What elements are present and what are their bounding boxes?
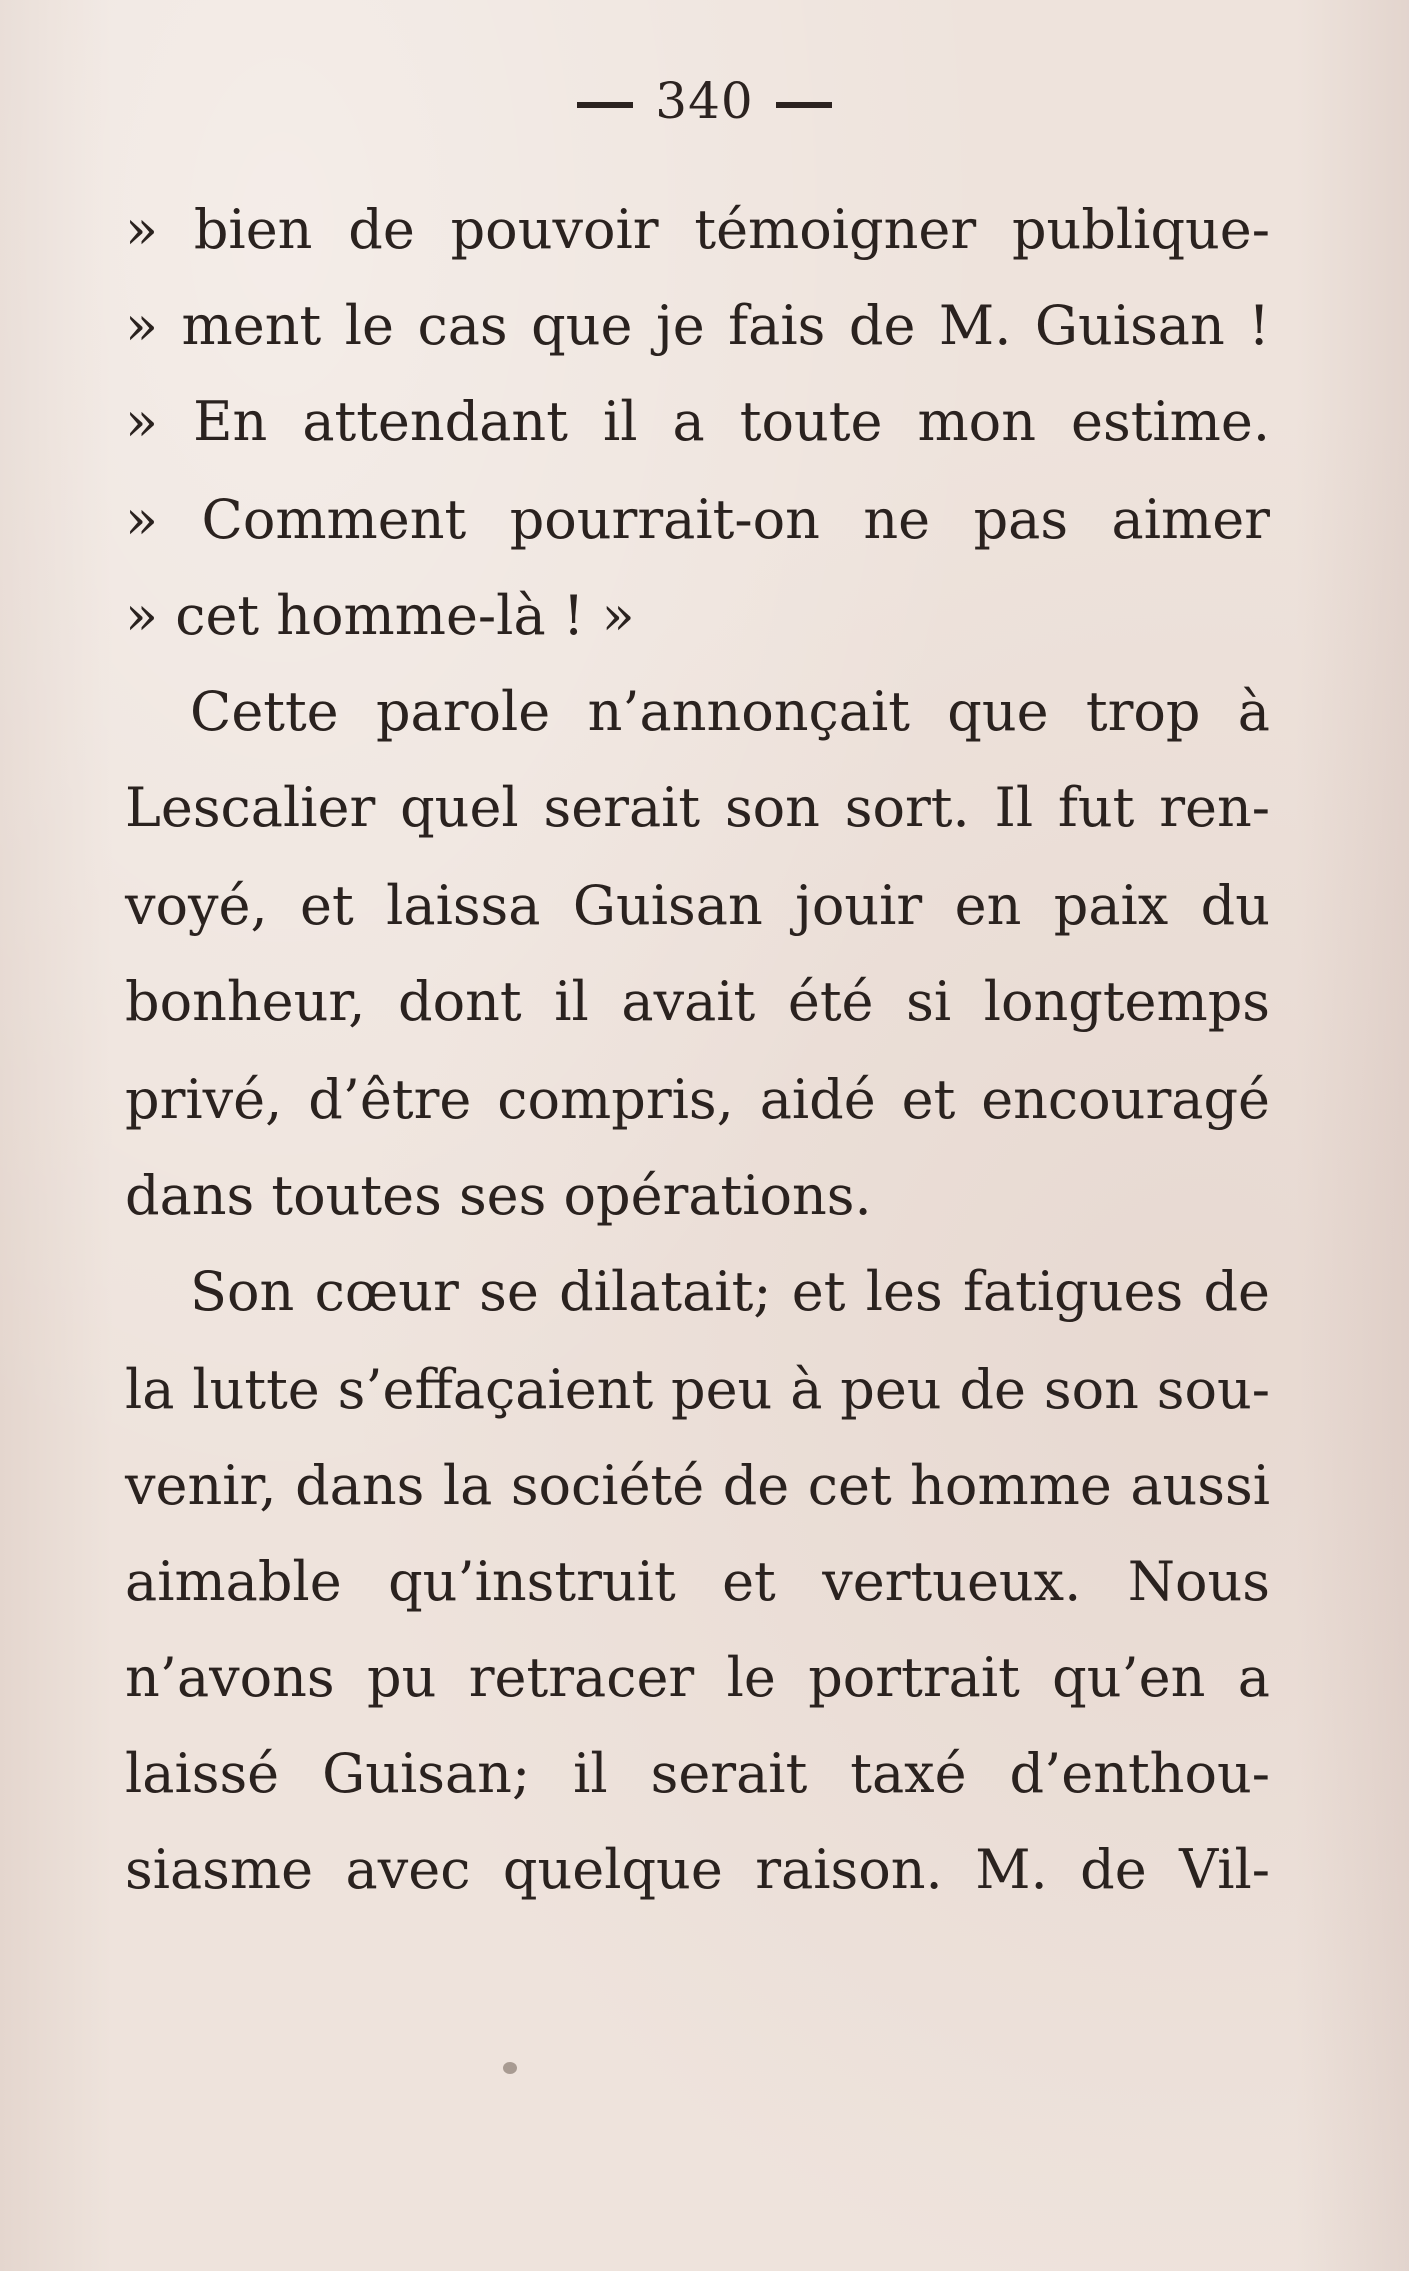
text-line: » ment le cas que je fais de M. Guisan ! (125, 294, 1270, 357)
page-number (0, 72, 1409, 130)
text-line: venir, dans la société de cet homme aussi (125, 1454, 1270, 1517)
text-line: » bien de pouvoir témoigner publique- (125, 198, 1270, 261)
text-line: Lescalier quel serait son sort. Il fut ren- (125, 776, 1270, 839)
text-line: » En attendant il a toute mon estime. (125, 390, 1270, 453)
text-line: la lutte s’effaçaient peu à peu de son sou- (125, 1358, 1270, 1421)
text-line: voyé, et laissa Guisan jouir en paix du (125, 874, 1270, 937)
ink-speck-decoration (503, 2062, 517, 2074)
text-line: privé, d’être compris, aidé et encouragé (125, 1068, 1270, 1131)
text-line: dans toutes ses opérations. (125, 1164, 872, 1227)
text-line: n’avons pu retracer le portrait qu’en a (125, 1646, 1270, 1709)
text-line: aimable qu’instruit et vertueux. Nous (125, 1550, 1270, 1613)
left-dash-decoration (577, 102, 633, 108)
right-dash-decoration (776, 102, 832, 108)
text-line: siasme avec quelque raison. M. de Vil- (125, 1838, 1270, 1901)
text-line: bonheur, dont il avait été si longtemps (125, 970, 1270, 1033)
text-line: » cet homme-là ! » (125, 584, 635, 647)
page-number-value: 340 (655, 72, 754, 130)
paragraph-first-line: Cette parole n’annonçait que trop à (190, 680, 1270, 743)
paragraph-first-line: Son cœur se dilatait; et les fatigues de (190, 1260, 1270, 1323)
text-line: laissé Guisan; il serait taxé d’enthou- (125, 1742, 1270, 1805)
text-line: » Comment pourrait-on ne pas aimer (125, 488, 1270, 551)
